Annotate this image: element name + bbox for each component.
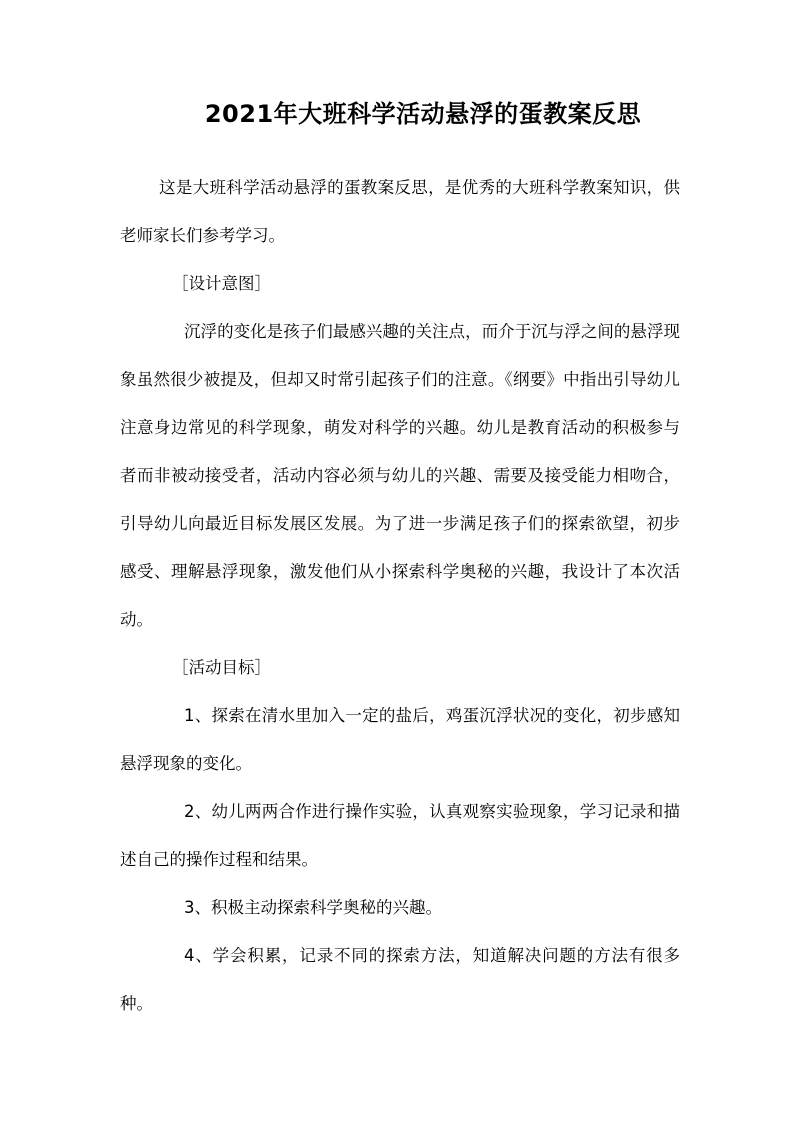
goal-item: 3、积极主动探索科学奥秘的兴趣。: [184, 898, 442, 917]
document-title: 2021年大班科学活动悬浮的蛋教案反思: [204, 100, 642, 128]
section-heading-goals: ［活动目标］: [172, 658, 271, 677]
document-body: [120, 164, 680, 1028]
goal-item: 4、学会积累，记录不同的探索方法，知道解决问题的方法有很多种。: [120, 946, 680, 1013]
design-paragraph: 沉浮的变化是孩子们最感兴趣的关注点，而介于沉与浮之间的悬浮现象虽然很少被提及，但却又时常引起孩子们的注意。《纲要》中指出引导幼儿注意身边常见的科学现象，萌发对科学的兴趣。幼儿是教育活动的积极参与者而非被动接受者，活动内容必须与幼儿的兴趣、需要及接受能力相吻合，引导幼儿向最近目标发展区发展。为了进一步满足孩子们的探索欲望，初步感受、理解悬浮现象，激发他们从小探索科学奥秘的兴趣，我设计了本次活动。: [120, 322, 680, 629]
intro-paragraph: 这是大班科学活动悬浮的蛋教案反思，是优秀的大班科学教案知识，供老师家长们参考学习。: [120, 178, 680, 245]
goal-item: 2、幼儿两两合作进行操作实验，认真观察实验现象，学习记录和描述自己的操作过程和结果。: [120, 802, 680, 869]
section-heading-design: ［设计意图］: [172, 274, 271, 293]
goal-item: 1、探索在清水里加入一定的盐后，鸡蛋沉浮状况的变化，初步感知悬浮现象的变化。: [120, 706, 680, 773]
